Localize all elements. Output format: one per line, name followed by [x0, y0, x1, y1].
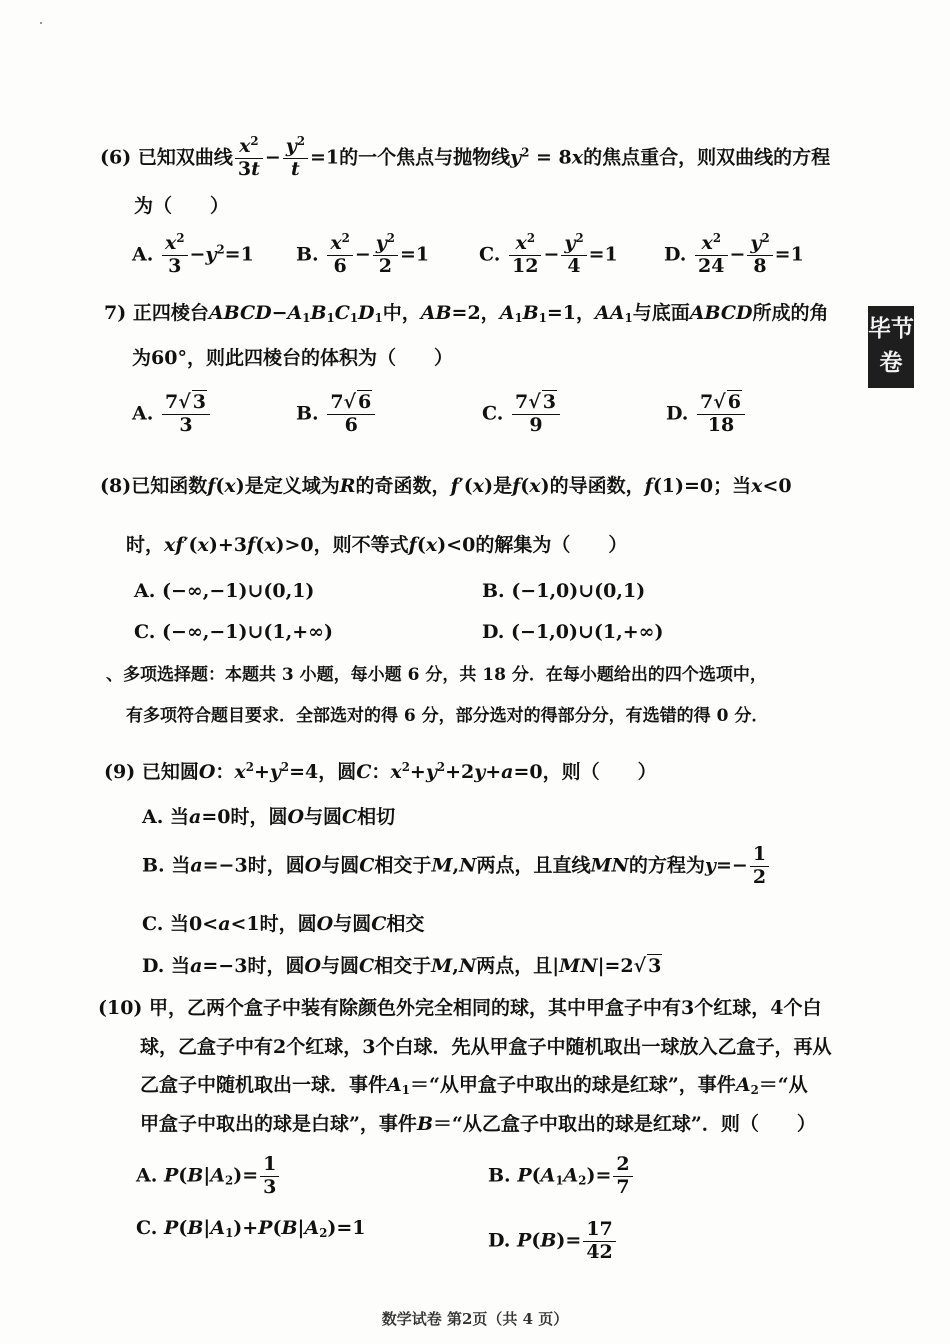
q6-option-a: A. $\frac{x^2}{3}$ $-y^2=1$ — [132, 230, 254, 277]
q7-stem-line1: 7) 正四棱台$ABCD-A_1B_1C_1D_1$中，AB=2，$A_1B_1=1$，$AA_1$与底面ABCD所成的角 — [104, 302, 829, 325]
q8-option-a: A. (−∞,−1)∪(0,1) — [134, 580, 315, 602]
q6-stem-line1: (6) 已知双曲线 $\frac{x^2}{3t}$ − $\frac{y^2}{t}$ =1的一个焦点与抛物线$y^2 = 8x$的焦点重合，则双曲线的方程 — [100, 133, 831, 180]
q6-fraction-x: $\frac{x^2}{3t}$ — [235, 136, 263, 181]
q10-option-a: A. $P(B|A_2)=$ $\frac{1}{3}$ — [136, 1154, 281, 1199]
q9-stem: (9) 已知圆O：$x^2+y^2=4$，圆C：$x^2+y^2+2y+a=0$，则（ ） — [104, 759, 657, 783]
q8-stem-line1: (8)已知函数f(x)是定义域为R的奇函数，f′(x)是f(x)的导函数，f(1)=0；当x<0 — [100, 475, 792, 497]
q6-option-b: B. $\frac{x^2}{6}$ − $\frac{y^2}{2}$ =1 — [296, 230, 430, 277]
side-region-tab: 毕节 卷 — [868, 306, 914, 388]
q8-option-c: C. (−∞,−1)∪(1,+∞) — [134, 621, 333, 643]
scan-speck — [40, 22, 42, 24]
q10-option-c: C. $P(B|A_1)+P(B|A_2)=1$ — [136, 1217, 366, 1240]
q7-option-a: A. $\frac{7√ 3}{3}$ — [132, 392, 212, 437]
q7-option-d: D. $\frac{7√ 6}{18}$ — [666, 392, 747, 437]
q6-option-d: D. $\frac{x^2}{24}$ − $\frac{y^2}{8}$ =1 — [664, 230, 804, 277]
q7-option-c: C. $\frac{7√ 3}{9}$ — [482, 392, 562, 437]
q10-option-b: B. $P(A_1A_2)=$ $\frac{2}{7}$ — [488, 1154, 635, 1199]
q6-fraction-y: $\frac{y^2}{t}$ — [283, 136, 308, 181]
q6-option-c: C. $\frac{x^2}{12}$ − $\frac{y^2}{4}$ =1 — [479, 230, 618, 277]
q8-option-b: B. (−1,0)∪(0,1) — [482, 580, 646, 602]
q8-option-d: D. (−1,0)∪(1,+∞) — [482, 621, 664, 643]
q10-option-d: D. P(B)= $\frac{17}{42}$ — [488, 1219, 618, 1264]
page-footer: 数学试卷 第2页（共 4 页） — [381, 1310, 569, 1328]
q7-option-b: B. $\frac{7√ 6}{6}$ — [296, 392, 377, 437]
